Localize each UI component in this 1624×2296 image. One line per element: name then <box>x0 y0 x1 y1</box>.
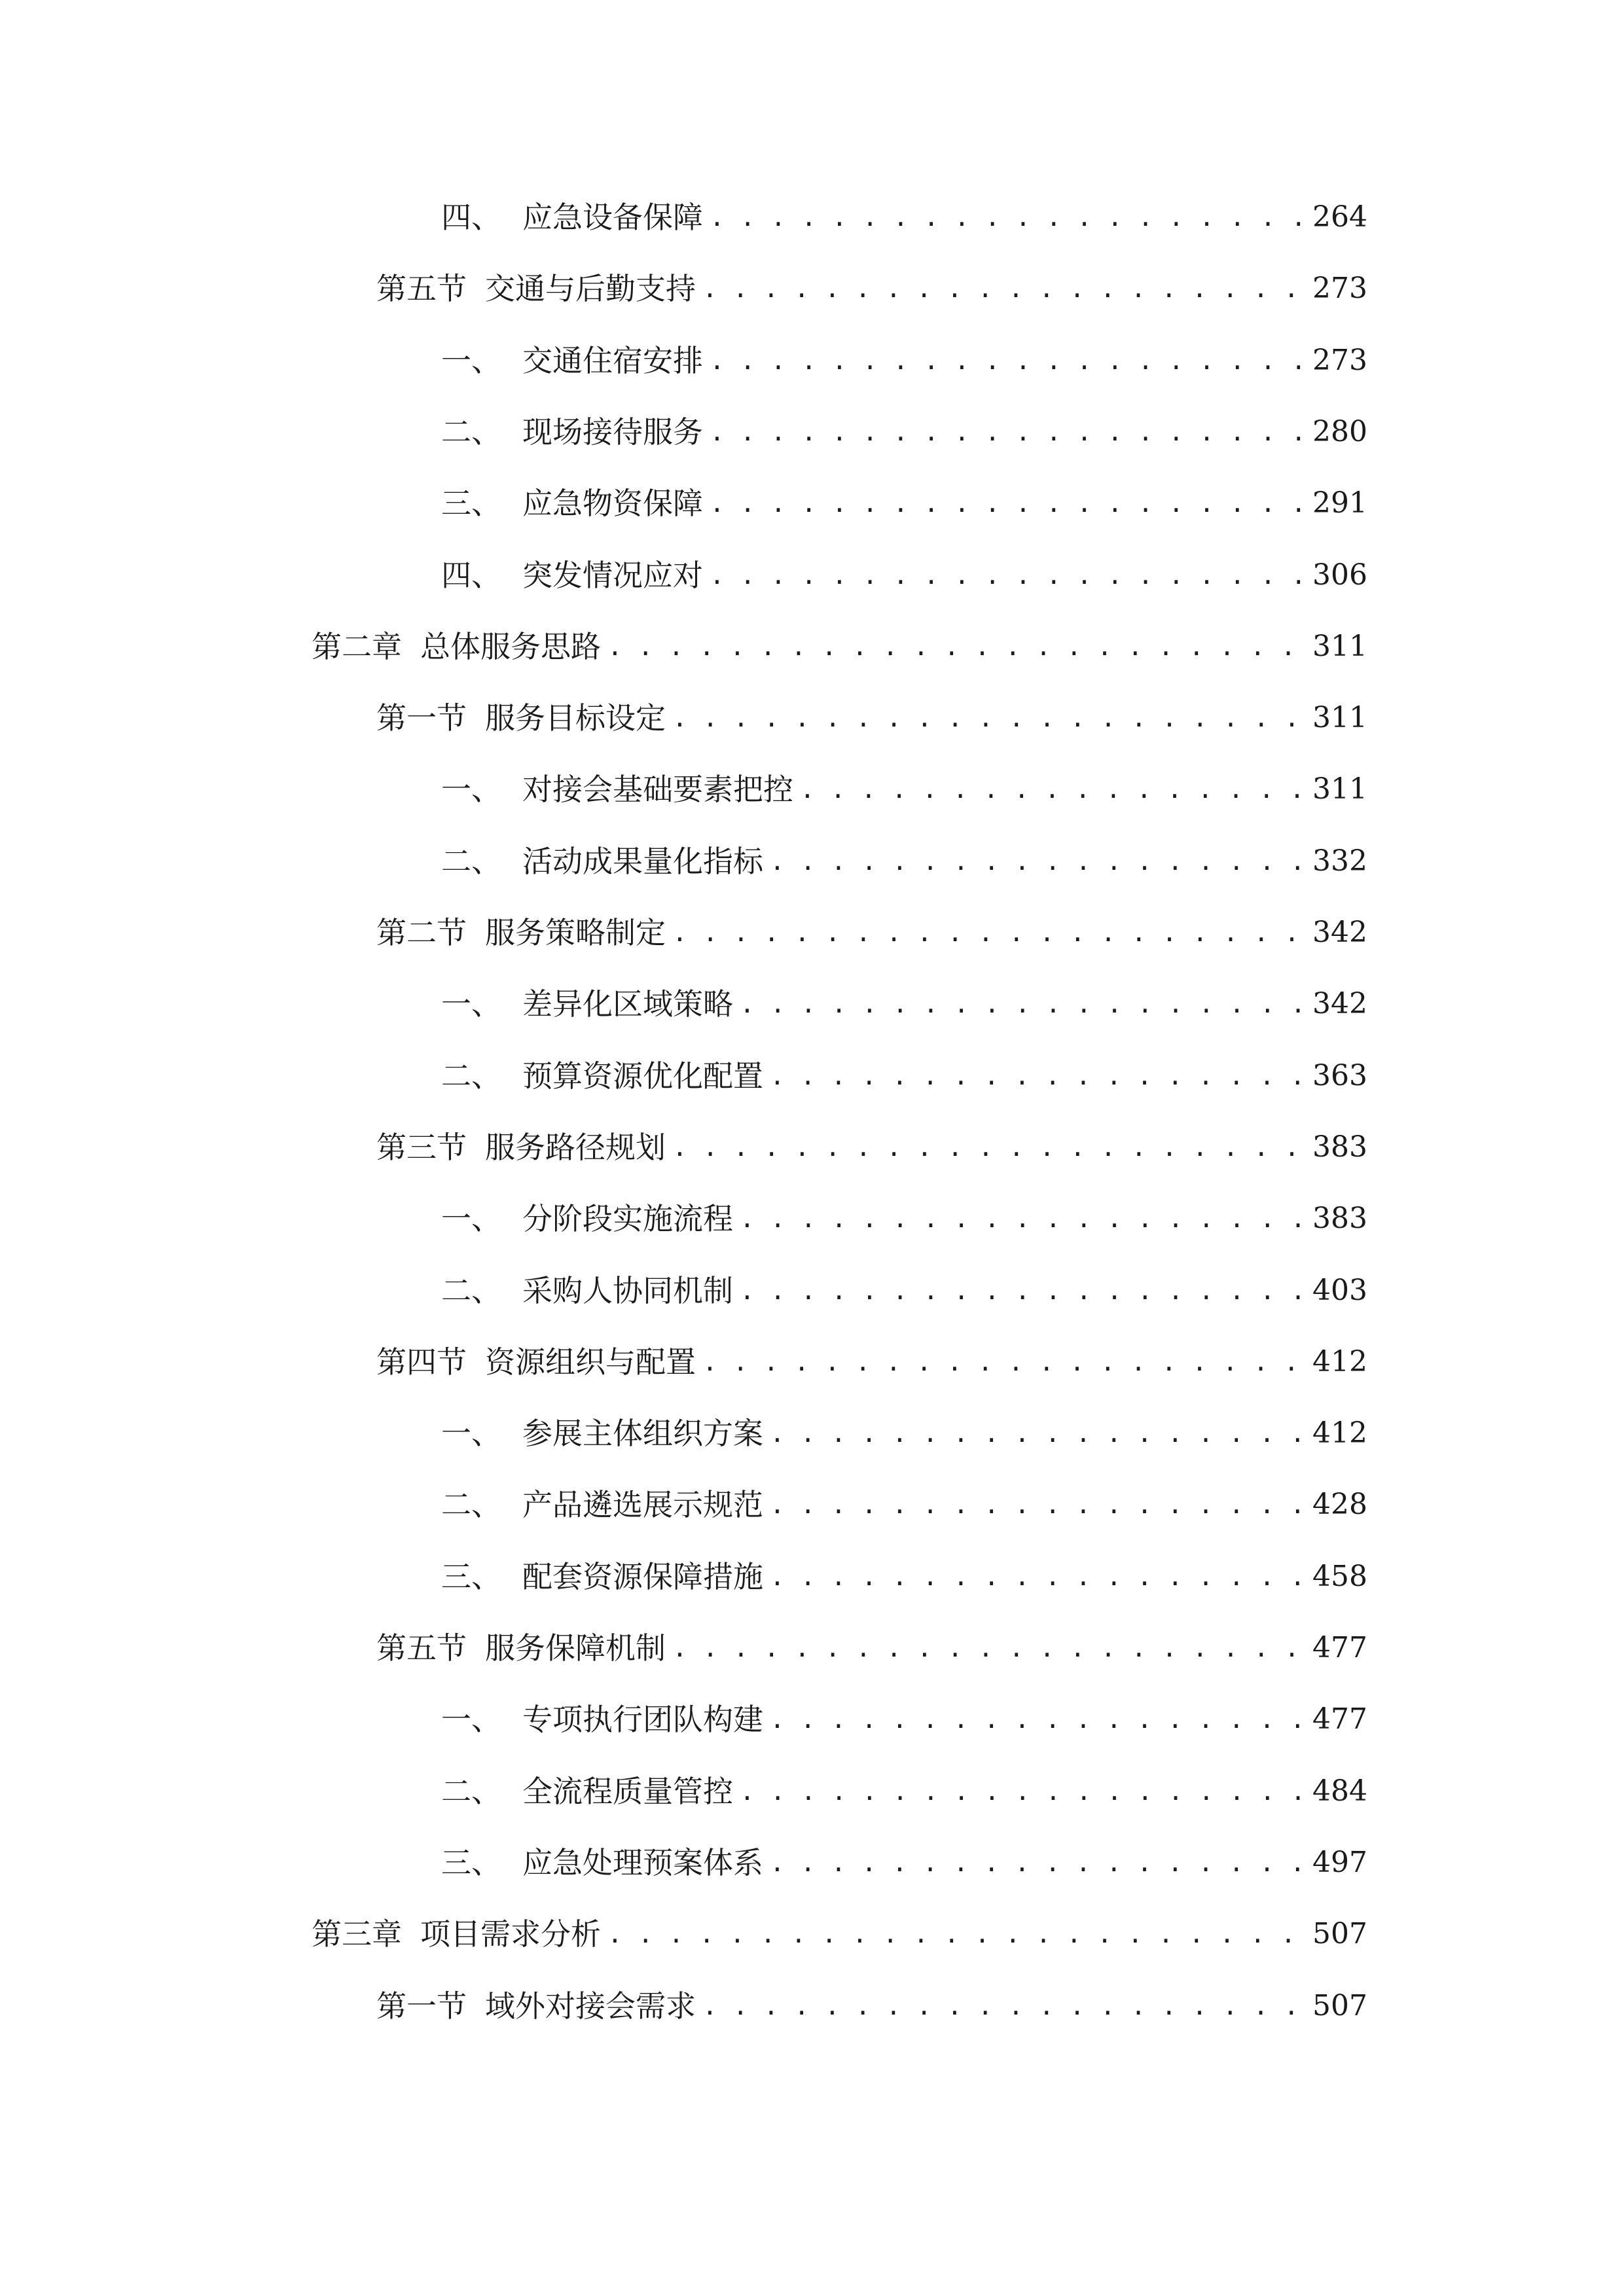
toc-dot-leader <box>770 1407 1305 1460</box>
toc-page-number: 363 <box>1312 1059 1367 1092</box>
toc-dot-leader <box>770 1479 1305 1531</box>
toc-entry[interactable] <box>376 1121 1367 1174</box>
toc-entry-title: 分阶段实施流程 <box>522 1201 733 1236</box>
toc-dot-leader <box>702 1336 1305 1388</box>
toc-page-number: 403 <box>1312 1274 1367 1307</box>
toc-page-number: 311 <box>1312 701 1367 734</box>
toc-entry[interactable] <box>441 1193 1367 1245</box>
toc-entry-title: 专项执行团队构建 <box>522 1702 763 1737</box>
toc-page-number: 311 <box>1312 630 1367 663</box>
toc-entry-number: 四、 <box>441 558 501 593</box>
toc-dot-leader <box>672 1622 1305 1674</box>
toc-entry-title: 服务保障机制 <box>485 1630 666 1666</box>
toc-entry[interactable] <box>441 1765 1367 1818</box>
toc-entry-title: 突发情况应对 <box>522 558 703 593</box>
toc-entry-number: 第五节 <box>376 1630 467 1666</box>
toc-page-number: 291 <box>1312 486 1367 520</box>
toc-entry-title: 交通住宿安排 <box>522 343 703 378</box>
toc-page-number: 428 <box>1312 1488 1367 1521</box>
toc-page-number: 280 <box>1312 415 1367 448</box>
toc-dot-leader <box>740 1765 1305 1818</box>
toc-page-number: 458 <box>1312 1560 1367 1593</box>
toc-entry[interactable] <box>441 406 1367 458</box>
toc-entry[interactable] <box>441 1265 1367 1317</box>
toc-entry-number: 一、 <box>441 1416 501 1451</box>
toc-entry-number: 第一节 <box>376 700 467 736</box>
toc-entry-title: 应急设备保障 <box>522 200 703 235</box>
toc-dot-leader <box>672 906 1305 959</box>
toc-entry-number: 二、 <box>441 1058 501 1094</box>
toc-entry-number: 第四节 <box>376 1344 467 1380</box>
toc-entry-title: 服务策略制定 <box>485 915 666 950</box>
toc-entry-number: 三、 <box>441 486 501 521</box>
toc-entry[interactable] <box>441 334 1367 387</box>
toc-entry-title: 资源组织与配置 <box>485 1344 696 1380</box>
toc-entry-title: 项目需求分析 <box>420 1916 601 1952</box>
toc-page-number: 484 <box>1312 1774 1367 1808</box>
toc-dot-leader <box>672 1121 1305 1174</box>
toc-entry-title: 预算资源优化配置 <box>522 1058 763 1094</box>
toc-entry-number: 二、 <box>441 1487 501 1522</box>
toc-page-number: 264 <box>1312 200 1367 234</box>
toc-dot-leader <box>800 763 1305 816</box>
toc-entry-number: 第三节 <box>376 1130 467 1165</box>
toc-dot-leader <box>710 406 1305 458</box>
toc-entry[interactable] <box>441 1479 1367 1531</box>
toc-entry-number: 二、 <box>441 1774 501 1809</box>
toc-entry-title: 总体服务思路 <box>420 629 601 664</box>
toc-entry-title: 全流程质量管控 <box>522 1774 733 1809</box>
toc-entry-title: 应急物资保障 <box>522 486 703 521</box>
toc-page-number: 507 <box>1312 1917 1367 1950</box>
toc-dot-leader <box>607 620 1305 673</box>
toc-entry[interactable] <box>441 763 1367 816</box>
toc-page-number: 273 <box>1312 272 1367 305</box>
toc-entry[interactable] <box>441 1407 1367 1460</box>
toc-entry-number: 四、 <box>441 200 501 235</box>
toc-entry-number: 三、 <box>441 1845 501 1880</box>
toc-page-number: 497 <box>1312 1846 1367 1879</box>
toc-entry[interactable] <box>441 835 1367 888</box>
toc-page-number: 332 <box>1312 844 1367 878</box>
toc-dot-leader <box>770 835 1305 888</box>
toc-entry-number: 一、 <box>441 772 501 807</box>
toc-entry-number: 第五节 <box>376 271 467 306</box>
toc-dot-leader <box>770 1693 1305 1746</box>
toc-entry-title: 服务目标设定 <box>485 700 666 736</box>
toc-entry[interactable] <box>376 262 1367 315</box>
toc-entry[interactable] <box>441 978 1367 1030</box>
toc-entry[interactable] <box>441 191 1367 243</box>
toc-dot-leader <box>770 1050 1305 1102</box>
toc-page-number: 342 <box>1312 987 1367 1020</box>
toc-page-number: 477 <box>1312 1702 1367 1736</box>
toc-page-number: 342 <box>1312 916 1367 949</box>
toc-entry-number: 一、 <box>441 1201 501 1236</box>
toc-entry-title: 应急处理预案体系 <box>522 1845 763 1880</box>
toc-entry[interactable] <box>441 1837 1367 1889</box>
toc-entry-title: 采购人协同机制 <box>522 1273 733 1308</box>
toc-entry[interactable] <box>376 1622 1367 1674</box>
toc-entry-title: 对接会基础要素把控 <box>522 772 793 807</box>
toc-entry-number: 三、 <box>441 1559 501 1594</box>
toc-page-number: 383 <box>1312 1130 1367 1164</box>
toc-entry-number: 第三章 <box>312 1916 402 1952</box>
toc-entry-title: 现场接待服务 <box>522 414 703 450</box>
toc-entry-number: 一、 <box>441 343 501 378</box>
toc-entry-number: 二、 <box>441 1273 501 1308</box>
toc-dot-leader <box>740 1265 1305 1317</box>
toc-entry[interactable] <box>376 692 1367 744</box>
toc-dot-leader <box>710 549 1305 601</box>
toc-entry-number: 第二章 <box>312 629 402 664</box>
toc-entry-title: 服务路径规划 <box>485 1130 666 1165</box>
toc-entry[interactable] <box>376 1336 1367 1388</box>
toc-entry-number: 第一节 <box>376 1988 467 2024</box>
toc-page-number: 306 <box>1312 558 1367 592</box>
toc-dot-leader <box>710 334 1305 387</box>
toc-entry[interactable] <box>312 620 1367 673</box>
toc-entry[interactable] <box>441 1551 1367 1603</box>
toc-entry-number: 一、 <box>441 986 501 1022</box>
toc-entry[interactable] <box>441 477 1367 529</box>
toc-entry-title: 参展主体组织方案 <box>522 1416 763 1451</box>
toc-page-number: 311 <box>1312 772 1367 806</box>
toc-entry-title: 交通与后勤支持 <box>485 271 696 306</box>
toc-entry-number: 二、 <box>441 414 501 450</box>
toc-entry-number: 第二节 <box>376 915 467 950</box>
toc-entry[interactable] <box>376 1980 1367 2032</box>
toc-entry[interactable] <box>441 549 1367 601</box>
toc-dot-leader <box>702 262 1305 315</box>
toc-entry[interactable] <box>312 1908 1367 1960</box>
toc-page-number: 273 <box>1312 344 1367 377</box>
toc-entry-number: 一、 <box>441 1702 501 1737</box>
toc-entry-title: 域外对接会需求 <box>485 1988 696 2024</box>
toc-page-number: 507 <box>1312 1989 1367 2022</box>
toc-dot-leader <box>770 1551 1305 1603</box>
toc-entry-title: 差异化区域策略 <box>522 986 733 1022</box>
toc-page-number: 383 <box>1312 1202 1367 1235</box>
toc-entry[interactable] <box>441 1050 1367 1102</box>
toc-entry-title: 产品遴选展示规范 <box>522 1487 763 1522</box>
toc-dot-leader <box>770 1837 1305 1889</box>
toc-dot-leader <box>740 1193 1305 1245</box>
toc-dot-leader <box>607 1908 1305 1960</box>
toc-entry-number: 二、 <box>441 844 501 879</box>
toc-dot-leader <box>710 477 1305 529</box>
toc-dot-leader <box>740 978 1305 1030</box>
toc-entry[interactable] <box>441 1693 1367 1746</box>
toc-dot-leader <box>702 1980 1305 2032</box>
toc-entry-title: 活动成果量化指标 <box>522 844 763 879</box>
toc-dot-leader <box>710 191 1305 243</box>
toc-dot-leader <box>672 692 1305 744</box>
toc-page-number: 477 <box>1312 1631 1367 1664</box>
toc-entry-title: 配套资源保障措施 <box>522 1559 763 1594</box>
toc-page-number: 412 <box>1312 1345 1367 1378</box>
toc-page-number: 412 <box>1312 1416 1367 1450</box>
toc-entry[interactable] <box>376 906 1367 959</box>
